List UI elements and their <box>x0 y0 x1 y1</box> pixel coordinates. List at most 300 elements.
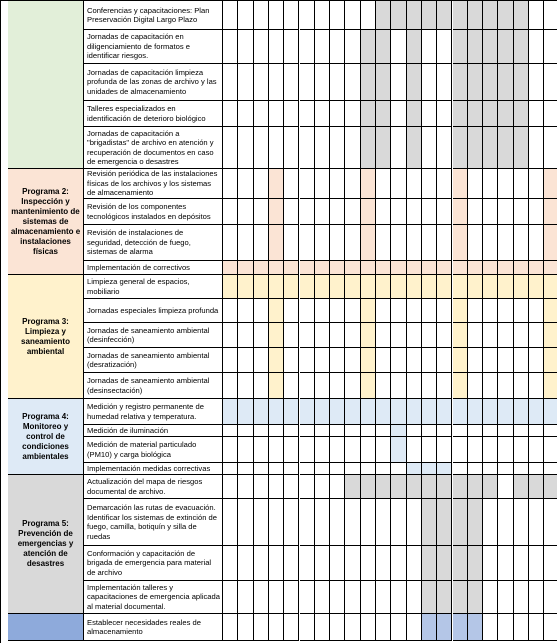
schedule-cell <box>544 101 557 127</box>
schedule-cell <box>300 30 315 64</box>
schedule-cell <box>391 101 406 127</box>
schedule-cell <box>422 437 437 463</box>
schedule-cell <box>300 437 315 463</box>
schedule-cell <box>269 275 284 299</box>
schedule-cell <box>407 373 422 399</box>
program-cell: Programa 2: Inspección y mantenimiento de sistemas de almacenamiento e instalaciones físicas <box>8 169 84 275</box>
schedule-cell <box>330 546 345 581</box>
schedule-cell <box>498 261 513 275</box>
schedule-cell <box>453 101 468 127</box>
schedule-cell <box>330 299 345 323</box>
schedule-cell <box>284 399 299 425</box>
schedule-cell <box>544 225 557 261</box>
schedule-cell <box>330 399 345 425</box>
schedule-cell <box>514 546 529 581</box>
schedule-cell <box>300 1 315 30</box>
schedule-cell <box>284 437 299 463</box>
schedule-cell <box>254 101 269 127</box>
schedule-cell <box>223 348 238 373</box>
schedule-cell <box>483 101 498 127</box>
schedule-cell <box>269 499 284 546</box>
schedule-cell <box>391 64 406 101</box>
schedule-cell <box>483 261 498 275</box>
schedule-cell <box>223 261 238 275</box>
schedule-cell <box>544 614 557 641</box>
schedule-cell <box>422 127 437 169</box>
schedule-cell <box>422 581 437 614</box>
schedule-cell <box>422 64 437 101</box>
schedule-cell <box>544 581 557 614</box>
schedule-cell <box>254 373 269 399</box>
schedule-cell <box>483 127 498 169</box>
schedule-cell <box>468 323 483 348</box>
schedule-cell <box>376 64 391 101</box>
schedule-cell <box>468 348 483 373</box>
schedule-cell <box>483 323 498 348</box>
schedule-cell <box>330 64 345 101</box>
schedule-cell <box>468 101 483 127</box>
schedule-cell <box>376 225 391 261</box>
schedule-cell <box>315 127 330 169</box>
schedule-cell <box>483 348 498 373</box>
schedule-cell <box>345 348 360 373</box>
schedule-cell <box>514 101 529 127</box>
schedule-cell <box>361 475 376 499</box>
schedule-cell <box>437 614 452 641</box>
schedule-cell <box>315 101 330 127</box>
schedule-cell <box>437 261 452 275</box>
schedule-cell <box>300 463 315 475</box>
schedule-cell <box>223 425 238 437</box>
schedule-cell <box>269 101 284 127</box>
schedule-cell <box>330 275 345 299</box>
schedule-cell <box>407 546 422 581</box>
schedule-cell <box>422 425 437 437</box>
schedule-cell <box>223 463 238 475</box>
schedule-cell <box>544 475 557 499</box>
schedule-cell <box>407 463 422 475</box>
schedule-cell <box>361 1 376 30</box>
activity-cell: Jornadas de capacitación en diligenciamiento de formatos e identificar riesgos. <box>84 30 223 64</box>
schedule-cell <box>498 299 513 323</box>
schedule-cell <box>300 425 315 437</box>
schedule-cell <box>514 437 529 463</box>
schedule-cell <box>284 425 299 437</box>
schedule-cell <box>483 499 498 546</box>
schedule-cell <box>468 581 483 614</box>
activity-cell: Jornadas de saneamiento ambiental (desratización) <box>84 348 223 373</box>
program-cell <box>8 1 84 169</box>
schedule-cell <box>422 275 437 299</box>
schedule-cell <box>544 399 557 425</box>
schedule-cell <box>376 475 391 499</box>
schedule-cell <box>315 425 330 437</box>
schedule-cell <box>254 475 269 499</box>
schedule-cell <box>300 127 315 169</box>
schedule-cell <box>437 499 452 546</box>
schedule-cell <box>483 169 498 199</box>
activity-cell: Revisión periódica de las instalaciones físicas de los archivos y los sistemas de almacenamiento <box>84 169 223 199</box>
schedule-cell <box>330 169 345 199</box>
schedule-cell <box>437 546 452 581</box>
schedule-cell <box>345 399 360 425</box>
schedule-cell <box>345 299 360 323</box>
schedule-cell <box>254 30 269 64</box>
schedule-cell <box>330 261 345 275</box>
schedule-cell <box>514 348 529 373</box>
schedule-cell <box>453 348 468 373</box>
schedule-cell <box>529 199 544 225</box>
schedule-cell <box>315 546 330 581</box>
schedule-cell <box>361 30 376 64</box>
schedule-cell <box>437 225 452 261</box>
schedule-cell <box>269 261 284 275</box>
schedule-cell <box>330 425 345 437</box>
schedule-cell <box>514 463 529 475</box>
schedule-cell <box>330 614 345 641</box>
schedule-cell <box>437 399 452 425</box>
schedule-cell <box>529 614 544 641</box>
schedule-cell <box>315 323 330 348</box>
schedule-cell <box>453 169 468 199</box>
schedule-cell <box>330 499 345 546</box>
schedule-cell <box>223 199 238 225</box>
schedule-cell <box>391 499 406 546</box>
schedule-cell <box>498 614 513 641</box>
schedule-cell <box>361 425 376 437</box>
schedule-cell <box>269 373 284 399</box>
schedule-cell <box>330 30 345 64</box>
schedule-cell <box>376 30 391 64</box>
schedule-cell <box>223 437 238 463</box>
schedule-cell <box>514 614 529 641</box>
schedule-cell <box>407 199 422 225</box>
schedule-cell <box>315 275 330 299</box>
schedule-cell <box>284 299 299 323</box>
schedule-cell <box>498 373 513 399</box>
schedule-cell <box>284 199 299 225</box>
schedule-cell <box>422 169 437 199</box>
schedule-cell <box>468 373 483 399</box>
schedule-cell <box>345 101 360 127</box>
schedule-cell <box>269 546 284 581</box>
schedule-cell <box>437 581 452 614</box>
schedule-cell <box>300 614 315 641</box>
schedule-cell <box>284 1 299 30</box>
schedule-cell <box>529 581 544 614</box>
schedule-cell <box>422 1 437 30</box>
schedule-cell <box>269 169 284 199</box>
schedule-cell <box>345 373 360 399</box>
schedule-cell <box>437 30 452 64</box>
schedule-cell <box>269 299 284 323</box>
schedule-cell <box>376 614 391 641</box>
schedule-cell <box>223 64 238 101</box>
schedule-cell <box>453 1 468 30</box>
schedule-cell <box>376 101 391 127</box>
schedule-cell <box>223 323 238 348</box>
schedule-cell <box>284 581 299 614</box>
schedule-cell <box>223 581 238 614</box>
schedule-cell <box>238 463 253 475</box>
schedule-cell <box>376 463 391 475</box>
schedule-cell <box>315 1 330 30</box>
schedule-cell <box>453 425 468 437</box>
schedule-cell <box>300 373 315 399</box>
schedule-cell <box>529 463 544 475</box>
schedule-cell <box>483 199 498 225</box>
schedule-cell <box>483 463 498 475</box>
schedule-cell <box>345 275 360 299</box>
activity-cell: Limpieza general de espacios, mobiliario <box>84 275 223 299</box>
schedule-cell <box>223 299 238 323</box>
schedule-cell <box>529 499 544 546</box>
schedule-cell <box>223 475 238 499</box>
schedule-cell <box>223 1 238 30</box>
schedule-cell <box>422 399 437 425</box>
schedule-cell <box>238 425 253 437</box>
schedule-cell <box>391 348 406 373</box>
schedule-cell <box>254 169 269 199</box>
schedule-cell <box>544 323 557 348</box>
schedule-cell <box>269 127 284 169</box>
schedule-cell <box>223 373 238 399</box>
schedule-cell <box>514 299 529 323</box>
activity-cell: Establecer necesidades reales de almacenamiento <box>84 614 223 641</box>
schedule-cell <box>238 546 253 581</box>
schedule-cell <box>468 463 483 475</box>
schedule-cell <box>498 30 513 64</box>
schedule-cell <box>300 499 315 546</box>
schedule-cell <box>361 546 376 581</box>
schedule-cell <box>345 225 360 261</box>
schedule-cell <box>453 437 468 463</box>
activity-cell: Actualización del mapa de riesgos documental de archivo. <box>84 475 223 499</box>
schedule-cell <box>345 614 360 641</box>
schedule-cell <box>437 437 452 463</box>
schedule-cell <box>468 499 483 546</box>
schedule-cell <box>407 169 422 199</box>
schedule-cell <box>361 399 376 425</box>
schedule-cell <box>254 581 269 614</box>
schedule-cell <box>544 499 557 546</box>
schedule-cell <box>498 546 513 581</box>
schedule-cell <box>254 225 269 261</box>
schedule-cell <box>468 225 483 261</box>
schedule-cell <box>422 499 437 546</box>
schedule-cell <box>238 299 253 323</box>
schedule-cell <box>300 261 315 275</box>
schedule-cell <box>376 261 391 275</box>
schedule-cell <box>422 475 437 499</box>
schedule-cell <box>254 299 269 323</box>
schedule-cell <box>315 30 330 64</box>
schedule-cell <box>391 199 406 225</box>
schedule-cell <box>269 64 284 101</box>
schedule-cell <box>254 199 269 225</box>
schedule-cell <box>269 425 284 437</box>
schedule-cell <box>407 499 422 546</box>
schedule-cell <box>345 437 360 463</box>
schedule-cell <box>315 399 330 425</box>
schedule-cell <box>391 546 406 581</box>
schedule-cell <box>544 1 557 30</box>
schedule-cell <box>238 437 253 463</box>
schedule-cell <box>254 64 269 101</box>
schedule-cell <box>453 299 468 323</box>
schedule-cell <box>238 101 253 127</box>
schedule-cell <box>223 101 238 127</box>
schedule-cell <box>468 546 483 581</box>
schedule-cell <box>437 299 452 323</box>
schedule-cell <box>238 127 253 169</box>
schedule-cell <box>514 225 529 261</box>
schedule-cell <box>284 64 299 101</box>
schedule-cell <box>238 199 253 225</box>
schedule-cell <box>483 225 498 261</box>
schedule-cell <box>361 199 376 225</box>
schedule-cell <box>498 348 513 373</box>
schedule-cell <box>407 30 422 64</box>
schedule-cell <box>284 348 299 373</box>
schedule-cell <box>468 261 483 275</box>
schedule-cell <box>376 373 391 399</box>
activity-cell: Implementación medidas correctivas <box>84 463 223 475</box>
schedule-cell <box>376 499 391 546</box>
schedule-cell <box>391 581 406 614</box>
schedule-cell <box>407 323 422 348</box>
schedule-cell <box>300 581 315 614</box>
schedule-cell <box>300 199 315 225</box>
schedule-cell <box>514 499 529 546</box>
schedule-cell <box>498 225 513 261</box>
schedule-cell <box>361 225 376 261</box>
schedule-cell <box>254 323 269 348</box>
schedule-cell <box>453 499 468 546</box>
schedule-cell <box>238 499 253 546</box>
schedule-cell <box>330 323 345 348</box>
activity-cell: Revisión de los componentes tecnológicos instalados en depósitos <box>84 199 223 225</box>
schedule-cell <box>361 323 376 348</box>
schedule-cell <box>269 225 284 261</box>
schedule-cell <box>437 199 452 225</box>
schedule-cell <box>453 546 468 581</box>
schedule-cell <box>223 127 238 169</box>
schedule-cell <box>345 463 360 475</box>
schedule-cell <box>498 399 513 425</box>
schedule-cell <box>361 169 376 199</box>
schedule-cell <box>238 399 253 425</box>
activity-cell: Jornadas especiales limpieza profunda <box>84 299 223 323</box>
schedule-cell <box>330 225 345 261</box>
schedule-cell <box>437 425 452 437</box>
schedule-cell <box>514 475 529 499</box>
schedule-cell <box>238 1 253 30</box>
schedule-cell <box>514 30 529 64</box>
activity-cell: Jornadas de capacitación a "brigadistas" de archivo en atención y recuperación de documentos en caso de emergencia o desastres <box>84 127 223 169</box>
schedule-cell <box>407 261 422 275</box>
schedule-cell <box>498 323 513 348</box>
schedule-cell <box>437 275 452 299</box>
schedule-cell <box>529 323 544 348</box>
schedule-cell <box>300 101 315 127</box>
schedule-cell <box>514 127 529 169</box>
schedule-cell <box>391 275 406 299</box>
schedule-cell <box>422 199 437 225</box>
schedule-cell <box>254 127 269 169</box>
schedule-cell <box>544 261 557 275</box>
schedule-cell <box>269 199 284 225</box>
schedule-cell <box>315 614 330 641</box>
schedule-cell <box>514 581 529 614</box>
schedule-cell <box>345 425 360 437</box>
schedule-cell <box>376 1 391 30</box>
schedule-cell <box>453 581 468 614</box>
schedule-cell <box>269 581 284 614</box>
schedule-cell <box>437 1 452 30</box>
schedule-cell <box>345 64 360 101</box>
schedule-cell <box>407 275 422 299</box>
schedule-cell <box>514 399 529 425</box>
schedule-cell <box>407 225 422 261</box>
schedule-cell <box>330 463 345 475</box>
schedule-cell <box>391 127 406 169</box>
schedule-cell <box>376 437 391 463</box>
schedule-cell <box>407 425 422 437</box>
schedule-cell <box>254 399 269 425</box>
schedule-cell <box>453 373 468 399</box>
schedule-cell <box>284 463 299 475</box>
schedule-cell <box>498 127 513 169</box>
schedule-cell <box>330 348 345 373</box>
schedule-cell <box>544 30 557 64</box>
schedule-cell <box>254 546 269 581</box>
schedule-cell <box>498 169 513 199</box>
schedule-cell <box>483 373 498 399</box>
schedule-cell <box>345 169 360 199</box>
schedule-cell <box>330 101 345 127</box>
schedule-cell <box>376 275 391 299</box>
schedule-cell <box>529 373 544 399</box>
schedule-cell <box>483 299 498 323</box>
schedule-cell <box>284 373 299 399</box>
schedule-cell <box>269 348 284 373</box>
schedule-cell <box>529 475 544 499</box>
schedule-cell <box>437 373 452 399</box>
schedule-cell <box>361 614 376 641</box>
schedule-cell <box>330 581 345 614</box>
schedule-cell <box>284 225 299 261</box>
schedule-cell <box>498 463 513 475</box>
program-cell <box>8 614 84 641</box>
schedule-cell <box>483 1 498 30</box>
schedule-cell <box>345 323 360 348</box>
schedule-cell <box>330 199 345 225</box>
schedule-cell <box>345 261 360 275</box>
schedule-cell <box>407 127 422 169</box>
schedule-cell <box>300 64 315 101</box>
schedule-cell <box>514 169 529 199</box>
program-cell: Programa 5: Prevención de emergencias y atención de desastres <box>8 475 84 614</box>
schedule-cell <box>361 373 376 399</box>
schedule-cell <box>254 275 269 299</box>
schedule-cell <box>223 30 238 64</box>
schedule-cell <box>498 64 513 101</box>
activity-cell: Jornadas de saneamiento ambiental (desinsectación) <box>84 373 223 399</box>
activity-cell: Talleres especializados en identificación de deterioro biológico <box>84 101 223 127</box>
activity-cell: Implementación talleres y capacitaciones de emergencia aplicada al material documental. <box>84 581 223 614</box>
activity-cell: Jornadas de capacitación limpieza profunda de las zonas de archivo y las unidades de almacenamiento <box>84 64 223 101</box>
